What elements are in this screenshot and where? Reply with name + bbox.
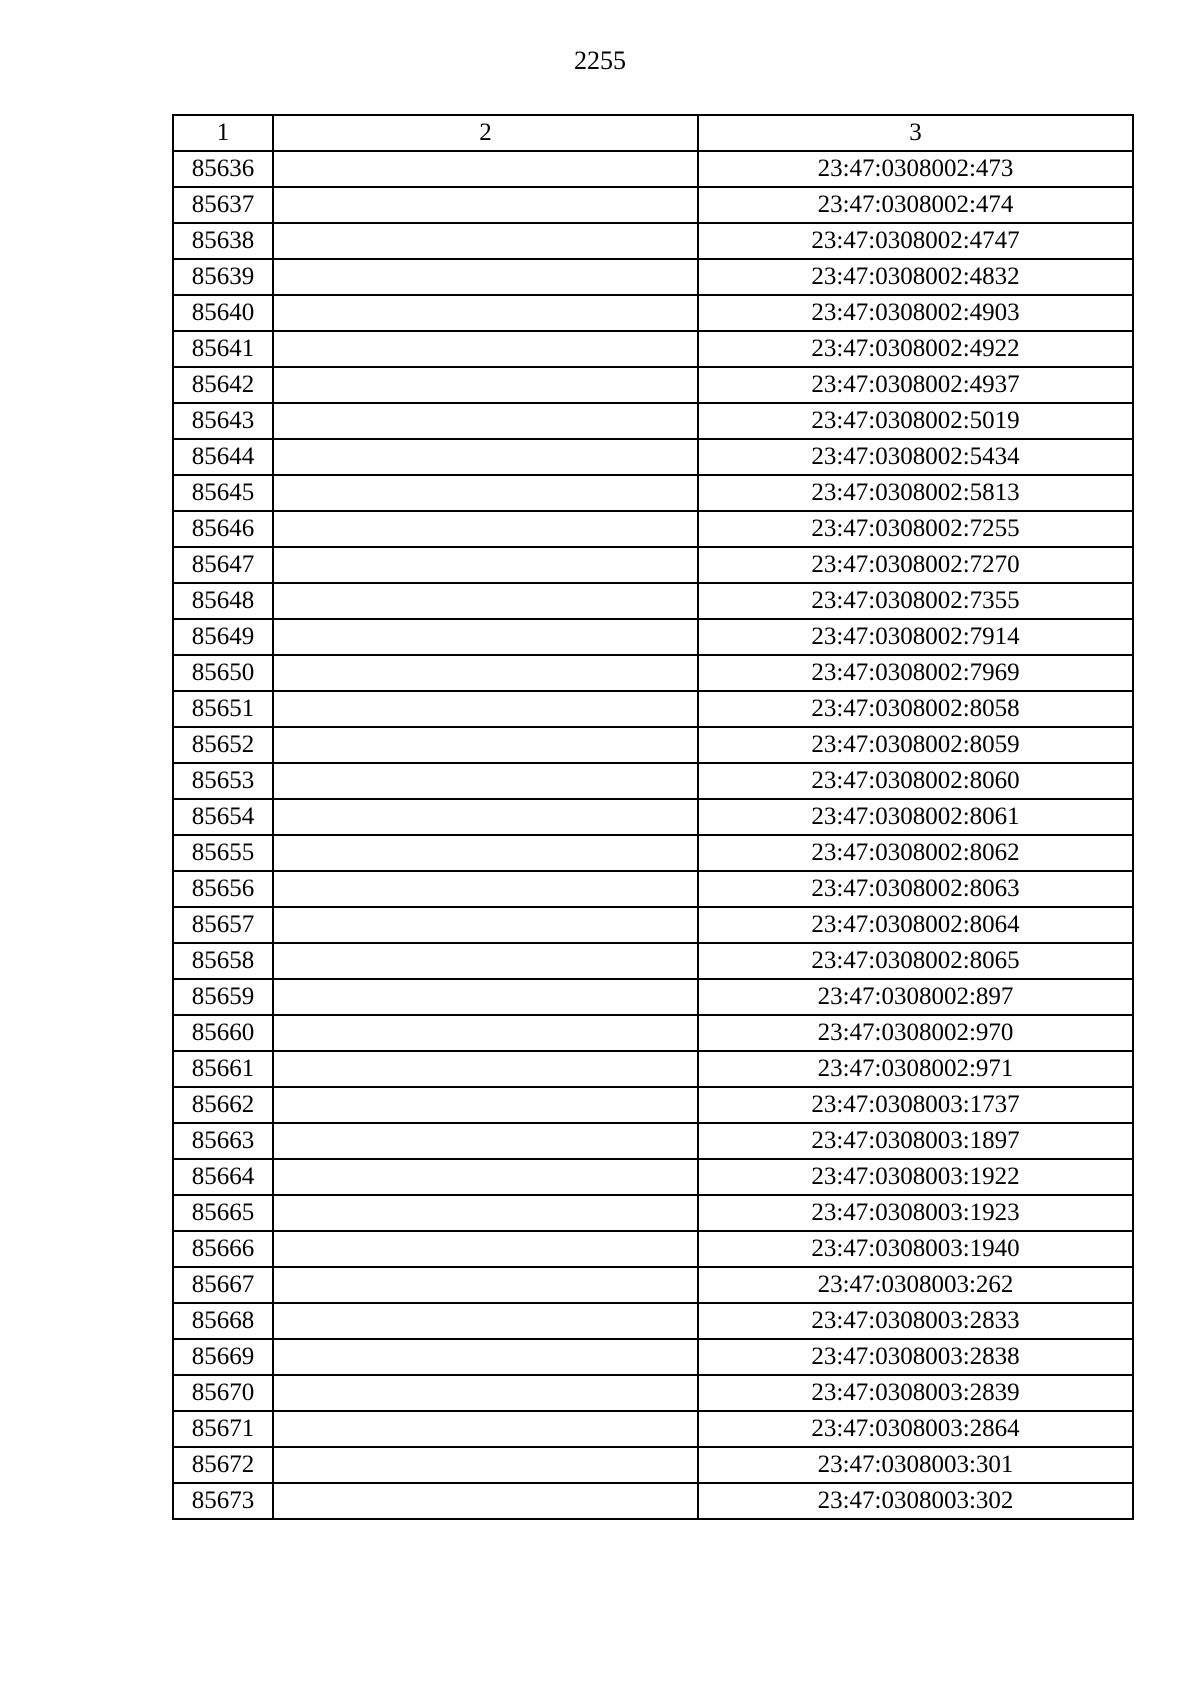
table-row (173, 979, 1133, 1015)
cell-number: 85671 (173, 1411, 273, 1447)
table-row (173, 295, 1133, 331)
cell-number: 85642 (173, 367, 273, 403)
cell-empty (273, 295, 698, 331)
cell-number: 85666 (173, 1231, 273, 1267)
table-row (173, 619, 1133, 655)
cell-cadastral-number: 23:47:0308002:7914 (698, 619, 1133, 655)
table-row (173, 727, 1133, 763)
cell-number: 85658 (173, 943, 273, 979)
table-row (173, 223, 1133, 259)
cell-empty (273, 1375, 698, 1411)
cell-empty (273, 151, 698, 187)
table-row (173, 871, 1133, 907)
cell-empty (273, 367, 698, 403)
cell-cadastral-number: 23:47:0308003:262 (698, 1267, 1133, 1303)
cell-number: 85660 (173, 1015, 273, 1051)
cell-number: 85661 (173, 1051, 273, 1087)
table-row (173, 259, 1133, 295)
cell-empty (273, 259, 698, 295)
cell-number: 85643 (173, 403, 273, 439)
cell-number: 85657 (173, 907, 273, 943)
column-header-3: 3 (698, 115, 1133, 151)
cell-number: 85662 (173, 1087, 273, 1123)
table-row (173, 1483, 1133, 1519)
table-row (173, 655, 1133, 691)
cell-empty (273, 943, 698, 979)
cell-number: 85646 (173, 511, 273, 547)
cell-cadastral-number: 23:47:0308002:8058 (698, 691, 1133, 727)
cell-cadastral-number: 23:47:0308002:8064 (698, 907, 1133, 943)
cell-number: 85636 (173, 151, 273, 187)
cell-cadastral-number: 23:47:0308002:7270 (698, 547, 1133, 583)
cell-empty (273, 907, 698, 943)
cell-cadastral-number: 23:47:0308002:7255 (698, 511, 1133, 547)
table-row (173, 547, 1133, 583)
cell-empty (273, 979, 698, 1015)
cell-empty (273, 619, 698, 655)
cell-number: 85672 (173, 1447, 273, 1483)
cell-empty (273, 331, 698, 367)
cell-cadastral-number: 23:47:0308002:7355 (698, 583, 1133, 619)
table-row (173, 1375, 1133, 1411)
cell-empty (273, 1231, 698, 1267)
table-row (173, 151, 1133, 187)
cell-number: 85659 (173, 979, 273, 1015)
table-row (173, 943, 1133, 979)
table-row (173, 1231, 1133, 1267)
cell-empty (273, 1159, 698, 1195)
cell-number: 85667 (173, 1267, 273, 1303)
table-row (173, 835, 1133, 871)
cell-empty (273, 1339, 698, 1375)
cell-empty (273, 1123, 698, 1159)
cell-cadastral-number: 23:47:0308002:474 (698, 187, 1133, 223)
cell-number: 85673 (173, 1483, 273, 1519)
cell-number: 85652 (173, 727, 273, 763)
cell-empty (273, 1195, 698, 1231)
table-row (173, 1051, 1133, 1087)
table-row (173, 1303, 1133, 1339)
cell-number: 85648 (173, 583, 273, 619)
cell-cadastral-number: 23:47:0308003:2838 (698, 1339, 1133, 1375)
cell-cadastral-number: 23:47:0308002:4922 (698, 331, 1133, 367)
cell-cadastral-number: 23:47:0308002:5019 (698, 403, 1133, 439)
cell-cadastral-number: 23:47:0308003:1940 (698, 1231, 1133, 1267)
cell-number: 85651 (173, 691, 273, 727)
cell-cadastral-number: 23:47:0308003:1897 (698, 1123, 1133, 1159)
table-row (173, 511, 1133, 547)
table-row (173, 1015, 1133, 1051)
cell-number: 85649 (173, 619, 273, 655)
column-header-2: 2 (273, 115, 698, 151)
cell-cadastral-number: 23:47:0308003:1923 (698, 1195, 1133, 1231)
table-row (173, 1195, 1133, 1231)
cell-cadastral-number: 23:47:0308003:1922 (698, 1159, 1133, 1195)
cell-cadastral-number: 23:47:0308003:1737 (698, 1087, 1133, 1123)
header-row (173, 115, 1133, 151)
table-row (173, 907, 1133, 943)
cell-empty (273, 223, 698, 259)
cell-number: 85669 (173, 1339, 273, 1375)
cell-empty (273, 1303, 698, 1339)
cell-number: 85637 (173, 187, 273, 223)
cell-empty (273, 655, 698, 691)
cell-number: 85647 (173, 547, 273, 583)
cell-cadastral-number: 23:47:0308002:897 (698, 979, 1133, 1015)
table-row (173, 799, 1133, 835)
table-row (173, 1159, 1133, 1195)
table-row (173, 187, 1133, 223)
cell-number: 85639 (173, 259, 273, 295)
cell-empty (273, 871, 698, 907)
cell-cadastral-number: 23:47:0308002:4747 (698, 223, 1133, 259)
cell-number: 85653 (173, 763, 273, 799)
cell-number: 85650 (173, 655, 273, 691)
cell-empty (273, 835, 698, 871)
cell-cadastral-number: 23:47:0308002:8059 (698, 727, 1133, 763)
cell-empty (273, 511, 698, 547)
cell-cadastral-number: 23:47:0308002:971 (698, 1051, 1133, 1087)
data-table (172, 114, 1134, 1520)
cell-number: 85641 (173, 331, 273, 367)
cell-number: 85668 (173, 1303, 273, 1339)
cell-empty (273, 475, 698, 511)
cell-cadastral-number: 23:47:0308002:8060 (698, 763, 1133, 799)
cell-empty (273, 1267, 698, 1303)
cell-cadastral-number: 23:47:0308002:4937 (698, 367, 1133, 403)
cell-cadastral-number: 23:47:0308002:970 (698, 1015, 1133, 1051)
table-row (173, 1087, 1133, 1123)
table-row (173, 1267, 1133, 1303)
cell-cadastral-number: 23:47:0308002:473 (698, 151, 1133, 187)
cell-empty (273, 1447, 698, 1483)
cell-cadastral-number: 23:47:0308003:2864 (698, 1411, 1133, 1447)
table-row (173, 331, 1133, 367)
cell-cadastral-number: 23:47:0308002:7969 (698, 655, 1133, 691)
cell-cadastral-number: 23:47:0308002:8065 (698, 943, 1133, 979)
cell-cadastral-number: 23:47:0308003:302 (698, 1483, 1133, 1519)
cell-number: 85640 (173, 295, 273, 331)
table-body (173, 151, 1133, 1519)
page-number: 2255 (574, 46, 626, 75)
cell-cadastral-number: 23:47:0308002:8062 (698, 835, 1133, 871)
cell-number: 85654 (173, 799, 273, 835)
cell-empty (273, 583, 698, 619)
cell-cadastral-number: 23:47:0308002:4832 (698, 259, 1133, 295)
cell-number: 85670 (173, 1375, 273, 1411)
cell-number: 85638 (173, 223, 273, 259)
cell-number: 85664 (173, 1159, 273, 1195)
table-row (173, 367, 1133, 403)
cell-number: 85656 (173, 871, 273, 907)
cell-number: 85645 (173, 475, 273, 511)
table-row (173, 403, 1133, 439)
table-row (173, 1447, 1133, 1483)
cell-empty (273, 1483, 698, 1519)
table-row (173, 583, 1133, 619)
table-row (173, 439, 1133, 475)
cell-empty (273, 1411, 698, 1447)
cell-cadastral-number: 23:47:0308003:301 (698, 1447, 1133, 1483)
cell-empty (273, 727, 698, 763)
cell-number: 85665 (173, 1195, 273, 1231)
cell-empty (273, 187, 698, 223)
cell-cadastral-number: 23:47:0308002:8061 (698, 799, 1133, 835)
cell-empty (273, 439, 698, 475)
table-row (173, 1123, 1133, 1159)
cell-empty (273, 1015, 698, 1051)
table-row (173, 763, 1133, 799)
table-row (173, 1411, 1133, 1447)
cell-cadastral-number: 23:47:0308002:4903 (698, 295, 1133, 331)
cell-number: 85655 (173, 835, 273, 871)
cell-cadastral-number: 23:47:0308003:2839 (698, 1375, 1133, 1411)
table-row (173, 1339, 1133, 1375)
cell-empty (273, 1051, 698, 1087)
cell-empty (273, 691, 698, 727)
cell-empty (273, 763, 698, 799)
cell-number: 85644 (173, 439, 273, 475)
cell-cadastral-number: 23:47:0308003:2833 (698, 1303, 1133, 1339)
cell-empty (273, 403, 698, 439)
column-header-1: 1 (173, 115, 273, 151)
table-row (173, 475, 1133, 511)
cell-empty (273, 547, 698, 583)
cell-empty (273, 1087, 698, 1123)
cell-number: 85663 (173, 1123, 273, 1159)
cell-cadastral-number: 23:47:0308002:8063 (698, 871, 1133, 907)
cell-cadastral-number: 23:47:0308002:5434 (698, 439, 1133, 475)
table-row (173, 691, 1133, 727)
cell-cadastral-number: 23:47:0308002:5813 (698, 475, 1133, 511)
cell-empty (273, 799, 698, 835)
